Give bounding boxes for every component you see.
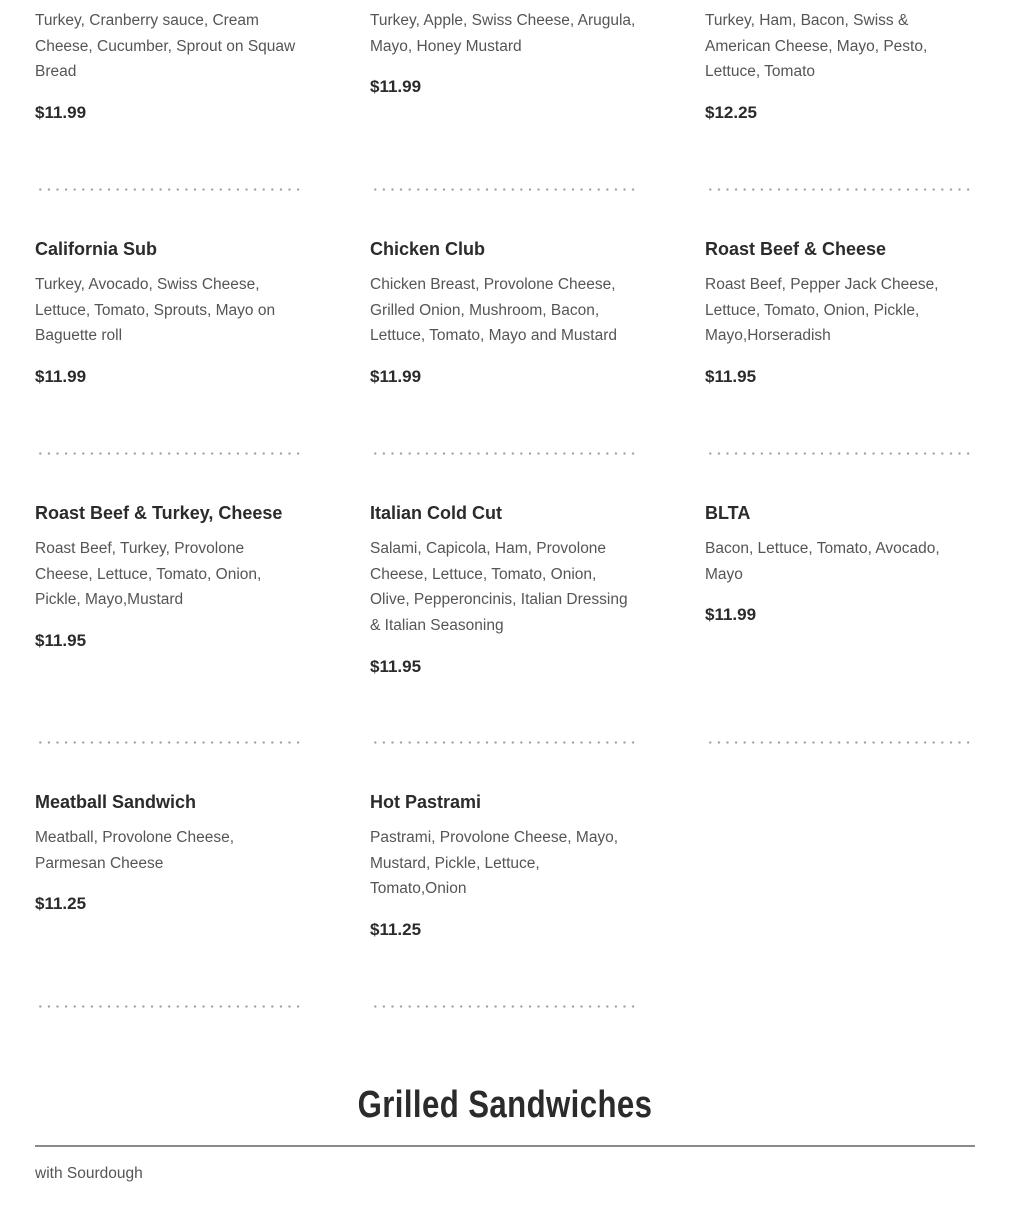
item-price: $11.99 (35, 103, 87, 123)
item-name: Hot Pastrami (370, 792, 482, 812)
item-description: Chicken Breast, Provolone Cheese, Grilled Onion, Mushroom, Bacon, Lettuce, Tomato, Mayo and Mustard (370, 276, 617, 345)
item-name: BLTA (705, 503, 751, 523)
dotted-divider (370, 452, 638, 455)
menu-item-meatball-sandwich[interactable] (35, 789, 303, 1053)
item-description: Pastrami, Provolone Cheese, Mayo, Mustard, Pickle, Lettuce, Tomato,Onion (370, 829, 619, 898)
dotted-divider (35, 1005, 303, 1008)
menu-item-roast-beef-turkey-cheese[interactable] (35, 500, 303, 789)
item-description: Turkey, Ham, Bacon, Swiss & American Cheese, Mayo, Pesto, Lettuce, Tomato (705, 12, 928, 81)
item-description: Turkey, Apple, Swiss Cheese, Arugula, Mayo, Honey Mustard (370, 12, 636, 55)
item-price: $11.95 (705, 367, 757, 387)
item-name: California Sub (35, 239, 158, 259)
menu-item-roast-beef-cheese[interactable] (705, 236, 973, 500)
menu-item-club-sandwich[interactable] (705, 0, 973, 236)
item-description: Turkey, Cranberry sauce, Cream Cheese, Cucumber, Sprout on Squaw Bread (35, 12, 296, 81)
item-name: Roast Beef & Cheese (705, 239, 887, 259)
dotted-divider (35, 188, 303, 191)
item-description: Turkey, Avocado, Swiss Cheese, Lettuce, Tomato, Sprouts, Mayo on Baguette roll (35, 276, 276, 345)
menu-item-hot-pastrami[interactable] (370, 789, 638, 1053)
dotted-divider (370, 188, 638, 191)
menu-item-chicken-club[interactable] (370, 236, 638, 500)
item-name: Chicken Club (370, 239, 486, 259)
item-description: Roast Beef, Pepper Jack Cheese, Lettuce, Tomato, Onion, Pickle, Mayo,Horseradish (705, 276, 939, 345)
dotted-divider (705, 452, 973, 455)
dotted-divider (705, 188, 973, 191)
item-price: $11.99 (370, 77, 422, 97)
item-description: Salami, Capicola, Ham, Provolone Cheese, Lettuce, Tomato, Onion, Olive, Pepperoncinis, Italian Dressing & Italian Seasoning (370, 540, 628, 635)
item-description: Roast Beef, Turkey, Provolone Cheese, Lettuce, Tomato, Onion, Pickle, Mayo,Mustard (35, 540, 262, 609)
section-subtitle: with Sourdough (35, 1165, 143, 1182)
item-price: $11.25 (35, 894, 87, 914)
section-divider (35, 1145, 975, 1147)
section-title: Grilled Sandwiches (357, 1084, 653, 1126)
dotted-divider (35, 452, 303, 455)
dotted-divider (370, 1005, 638, 1008)
item-price: $12.25 (705, 103, 757, 123)
menu-item-turkey-apple[interactable] (370, 0, 638, 236)
dotted-divider (35, 741, 303, 744)
menu-row (35, 500, 975, 789)
menu-row (35, 0, 975, 236)
item-price: $11.99 (35, 367, 87, 387)
menu-item-turkey-cranberry[interactable] (35, 0, 303, 236)
menu-item-california-sub[interactable] (35, 236, 303, 500)
item-price: $11.25 (370, 920, 422, 940)
item-price: $11.99 (705, 605, 757, 625)
menu-item-italian-cold-cut[interactable] (370, 500, 638, 789)
item-name: Roast Beef & Turkey, Cheese (35, 503, 283, 523)
item-price: $11.95 (35, 631, 87, 651)
menu-row (35, 236, 975, 500)
item-name: Italian Cold Cut (370, 503, 502, 523)
menu-grid (35, 0, 975, 1053)
dotted-divider (705, 741, 973, 744)
item-description: Meatball, Provolone Cheese, Parmesan Cheese (35, 829, 235, 872)
item-price: $11.99 (370, 367, 422, 387)
item-description: Bacon, Lettuce, Tomato, Avocado, Mayo (705, 540, 940, 583)
menu-row (35, 789, 975, 1053)
item-name: Meatball Sandwich (35, 792, 197, 812)
dotted-divider (370, 741, 638, 744)
item-price: $11.95 (370, 656, 422, 676)
menu-item-blta[interactable] (705, 500, 973, 789)
